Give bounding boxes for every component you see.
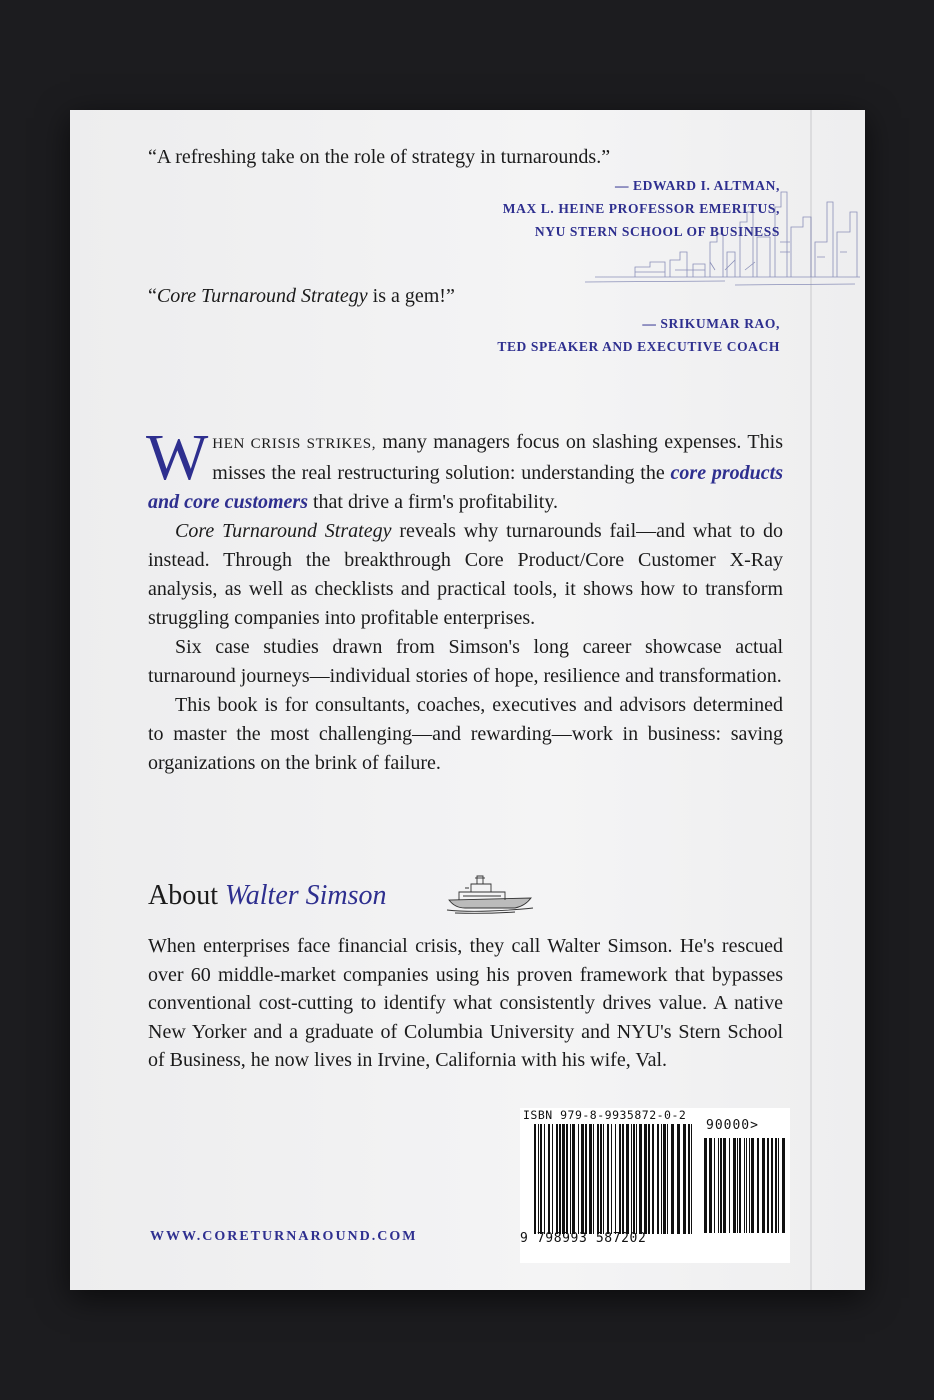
description-text: many managers focus on slashing expenses. This misses the real restructuring solution: understanding the bbox=[212, 431, 783, 484]
barcode-bar bbox=[572, 1124, 575, 1234]
barcode-bar bbox=[562, 1124, 565, 1234]
book-description bbox=[146, 421, 783, 778]
barcode-bar bbox=[631, 1124, 632, 1234]
barcode-bar bbox=[639, 1124, 642, 1234]
barcode-bar bbox=[534, 1124, 536, 1234]
description-text: that drive a firm's profitability. bbox=[308, 491, 559, 513]
barcode-bar bbox=[603, 1124, 604, 1234]
description-text: reveals why turnarounds fail—and what to do instead. Through the breakthrough Core Product/Core Customer X-Ray analysis, as well as checklists and practical tools, it shows how to transform struggling companies into profitable enterprises. bbox=[148, 520, 783, 629]
small-caps-lead: HEN CRISIS STRIKES, bbox=[212, 436, 377, 452]
quote-rest: is a gem!” bbox=[367, 285, 455, 307]
barcode-bar bbox=[757, 1138, 759, 1233]
barcode-bar bbox=[778, 1138, 779, 1233]
barcode-bar bbox=[762, 1138, 765, 1233]
author-name: Walter Simson bbox=[225, 880, 387, 911]
barcode-bar bbox=[585, 1124, 587, 1234]
barcode-bar bbox=[782, 1138, 785, 1233]
barcode-bar bbox=[739, 1138, 741, 1233]
barcode-bar bbox=[581, 1124, 584, 1234]
barcode-bar bbox=[652, 1124, 654, 1234]
barcode-bar bbox=[611, 1124, 612, 1234]
barcode-bar bbox=[578, 1124, 579, 1234]
barcode-bar bbox=[657, 1124, 659, 1234]
isbn-number: ISBN 979-8-9935872-0-2 bbox=[523, 1108, 687, 1122]
barcode-bar bbox=[559, 1124, 561, 1234]
barcode-bar bbox=[718, 1138, 719, 1233]
barcode-bar bbox=[626, 1124, 629, 1234]
book-title: Core Turnaround Strategy bbox=[156, 285, 368, 307]
book-title: Core Turnaround Strategy bbox=[175, 520, 392, 542]
quote-altman: “A refreshing take on the role of strategy in turnarounds.” bbox=[148, 146, 611, 168]
barcode-bar bbox=[619, 1124, 621, 1234]
barcode-bar bbox=[648, 1124, 650, 1234]
barcode-bar bbox=[771, 1138, 773, 1233]
barcode-digits: 9 798993 587202 bbox=[520, 1231, 647, 1246]
barcode-bar bbox=[677, 1124, 680, 1234]
barcode-bar bbox=[688, 1124, 690, 1234]
book-back-cover bbox=[70, 110, 865, 1290]
barcode-bar bbox=[540, 1124, 542, 1234]
barcode-bar bbox=[615, 1124, 616, 1234]
author-bio-text: When enterprises face financial crisis, they call Walter Simson. He's rescued over 60 middle-market companies using his proven framework that bypasses conventional cost-cutting to identify what consistently drives value. A native New Yorker and a graduate of Columbia University and NYU's Stern School of Business, he now lives in Irvine, California with his wife, Val. bbox=[148, 935, 783, 1071]
barcode-bar bbox=[704, 1138, 707, 1233]
barcode-bar bbox=[663, 1124, 666, 1234]
barcode-bar bbox=[720, 1138, 722, 1233]
barcode-bar bbox=[709, 1138, 712, 1233]
barcode-bar bbox=[566, 1124, 568, 1234]
barcode-bar bbox=[593, 1124, 594, 1234]
barcode-bar bbox=[633, 1124, 635, 1234]
attribution-altman bbox=[503, 174, 780, 243]
barcode-bar bbox=[691, 1124, 692, 1234]
barcode-bar bbox=[714, 1138, 715, 1233]
description-paragraph: This book is for consultants, coaches, executives and advisors determined to master the most challenging—and rewarding—work in business: saving organizations on the brink of failure. bbox=[148, 694, 783, 774]
barcode-bar bbox=[661, 1124, 662, 1234]
quote-open: “ bbox=[148, 285, 157, 307]
barcode-bar bbox=[746, 1138, 747, 1233]
barcode-bar bbox=[548, 1124, 550, 1234]
attribution-line: TED SPEAKER AND EXECUTIVE COACH bbox=[497, 339, 780, 354]
barcode-bar bbox=[737, 1138, 738, 1233]
barcode-bar bbox=[683, 1124, 686, 1234]
author-bio bbox=[148, 932, 783, 1075]
barcode-bar bbox=[775, 1138, 777, 1233]
description-emphasis: core products and core customers bbox=[148, 462, 783, 513]
barcode-bar bbox=[607, 1124, 609, 1234]
barcode-bar bbox=[552, 1124, 553, 1234]
barcode-bar bbox=[622, 1124, 624, 1234]
barcode-bar bbox=[671, 1124, 674, 1234]
attribution-line: MAX L. HEINE PROFESSOR EMERITUS, bbox=[502, 201, 780, 216]
barcode-bar bbox=[749, 1138, 750, 1233]
description-paragraph bbox=[148, 517, 783, 633]
barcode-bar bbox=[744, 1138, 745, 1233]
barcode-bar bbox=[538, 1124, 539, 1234]
description-paragraph bbox=[146, 421, 783, 517]
attribution-line: — SRIKUMAR RAO, bbox=[642, 316, 780, 331]
price-code: 90000> bbox=[706, 1118, 759, 1133]
barcode-bar bbox=[729, 1138, 730, 1233]
barcode-bar bbox=[767, 1138, 769, 1233]
attribution-line: — EDWARD I. ALTMAN, bbox=[614, 178, 780, 193]
barcode-bar bbox=[667, 1124, 668, 1234]
barcode-bars bbox=[534, 1124, 694, 1234]
attribution-rao bbox=[497, 312, 780, 358]
isbn-barcode bbox=[520, 1108, 790, 1263]
about-label: About bbox=[148, 880, 218, 911]
barcode-bar bbox=[644, 1124, 647, 1234]
barcode-bar bbox=[751, 1138, 754, 1233]
barcode-bar bbox=[556, 1124, 558, 1234]
tugboat-illustration bbox=[445, 872, 535, 914]
barcode-bar bbox=[600, 1124, 602, 1234]
barcode-bar bbox=[597, 1124, 599, 1234]
barcode-bar bbox=[544, 1124, 545, 1234]
attribution-line: NYU STERN SCHOOL OF BUSINESS bbox=[534, 224, 780, 239]
barcode-bar bbox=[733, 1138, 736, 1233]
barcode-bar bbox=[570, 1124, 571, 1234]
about-heading bbox=[148, 880, 387, 912]
drop-cap: W bbox=[146, 421, 209, 494]
addon-barcode-bars bbox=[704, 1138, 786, 1248]
barcode-bar bbox=[589, 1124, 592, 1234]
quote-rao bbox=[148, 285, 455, 308]
description-paragraph: Six case studies drawn from Simson's long career showcase actual turnaround journeys—individual stories of hope, resilience and transformation. bbox=[148, 636, 783, 687]
barcode-bar bbox=[636, 1124, 637, 1234]
barcode-bar bbox=[723, 1138, 726, 1233]
website-url[interactable]: WWW.CORETURNAROUND.COM bbox=[150, 1229, 418, 1244]
